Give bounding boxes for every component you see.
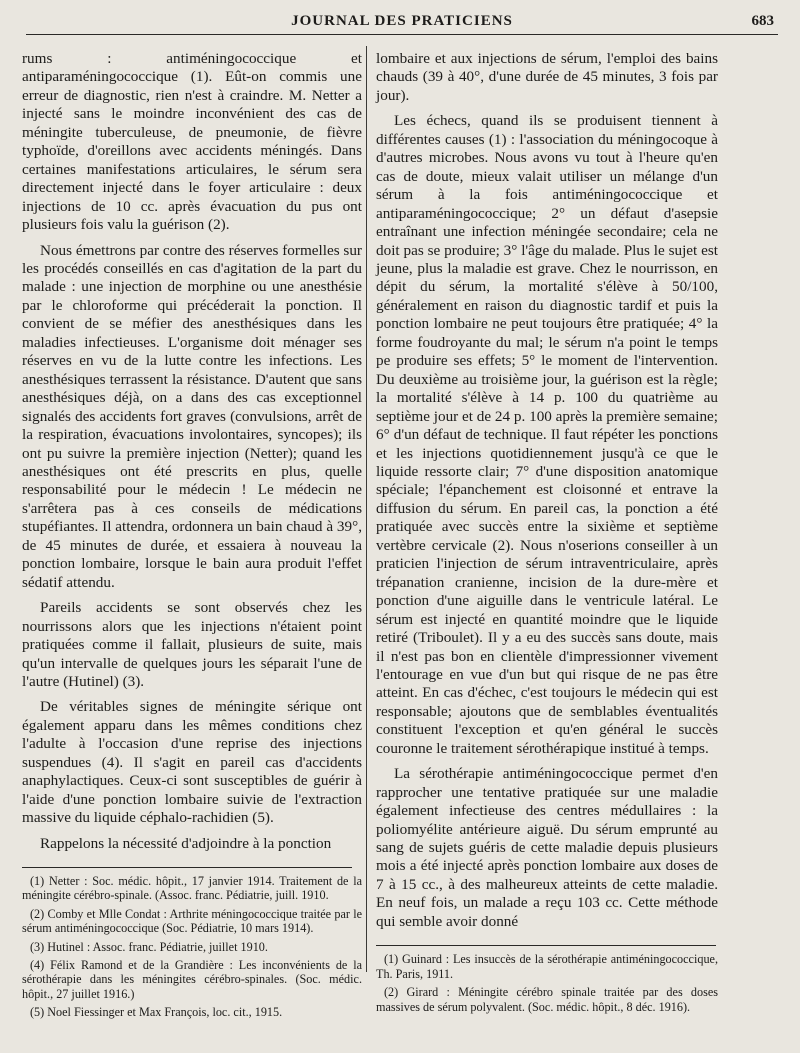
paragraph: De véritables signes de méningite sérique ont également apparu dans les mêmes conditions chez l'adulte à l'occasion d'une reprise des injections suspendues (4). Il s'agit en pareil cas d'accidents anaphylactiques. Ceux-ci sont susceptibles de guérir à l'aide d'une ponction lombaire suivie de l'extraction massive du liquide céphalo-rachidien (5). xyxy=(22,698,362,827)
running-head xyxy=(26,8,778,35)
footnote: (4) Félix Ramond et de la Grandière : Les inconvénients de la sérothérapie dans les méningites cérébro-spinales. (Soc. médic. hôpit., 27 juillet 1916.) xyxy=(22,958,362,1001)
paragraph: Rappelons la nécessité d'adjoindre à la ponction xyxy=(40,834,332,852)
footnotes xyxy=(22,874,362,1020)
page-number: 683 xyxy=(751,13,774,29)
footnote-rule xyxy=(22,867,352,868)
paragraph: Les échecs, quand ils se produisent tiennent à différentes causes (1) : l'association du méningocoque à d'autres microbes. Nous avons vu tout à l'heure qu'en cas de doute, mieux valait utiliser un mélange d'un sérum à la fois antiméningococcique et antiparaméningococcique; 2° un défaut d'asepsie entraînant une infection méningée secondaire; cela ne doit pas se produire; 3° l'âge du malade. Plus le sujet est jeune, plus la maladie est grave. Chez le nourrisson, en dépit du sérum, la mortalité s'élève à 50/100, généralement en raison du diagnostic tardif et puis la ponction lombaire ne peut toujours être pratiquée; 4° la forme foudroyante du mal; le sérum n'a point le temps pe produire ses effets; 5° le moment de l'intervention. Du deuxième au troisième jour, la guérison est la règle; la mortalité s'élève à 14 p. 100 du quatrième au septième jour et de 24 p. 100 après la première semaine; 6° d'un défaut de technique. Il faut répéter les ponctions et les injections quotidiennement jusqu'à ce que le liquide ressorte clair; 7° d'une disposition anatomique spéciale; l'épanchement est cloisonné et entrave la diffusion du sérum. En pareil cas, la ponction a été pratiquée avec succès entre la sixième et septième vertèbre cervicale (2). Nous n'oserions conseiller à un praticien l'injection de sérum intraventriculaire, après trépanation cranienne, incision de la dure-mère et ponction d'une aiguille dans le ventricule latéral. Le sérum est injecté en quantité moindre que le liquide retiré (Triboulet). Il y a eu des succès sans doute, mais il n'est pas bon en clientèle d'impressionner vivement l'entourage en vue d'un but qui risque de ne pas être atteint. En cas d'échec, c'est toujours le médecin qui est responsable; ajoutons que de semblables éventualités constituent l'exception et qu'en général le succès couronne le traitement sérothérapique institué à temps. xyxy=(376,112,719,757)
footnote: (2) Girard : Méningite cérébro spinale traitée par des doses massives de sérum polyvalent. (Soc. médic. hôpit., 8 déc. 1916). xyxy=(376,985,718,1014)
footnote: (5) Noel Fiessinger et Max François, loc. cit., 1915. xyxy=(30,1005,283,1020)
journal-title: JOURNAL DES PRATICIENS xyxy=(291,13,513,29)
footnotes xyxy=(376,952,718,1014)
right-column xyxy=(376,50,718,1018)
paragraph: Pareils accidents se sont observés chez les nourrissons alors que les injections n'étaient point pratiquées comme il fallait, plusieurs de suite, mais qu'un intervalle de quelques jours les séparait l'une de l'autre (Hutinel) (3). xyxy=(22,599,362,690)
footnote-rule xyxy=(376,945,716,946)
footnote: (1) Guinard : Les insuccès de la sérothérapie antiméningococcique, Th. Paris, 1911. xyxy=(376,952,718,981)
footnote: (2) Comby et Mlle Condat : Arthrite méningococcique traitée par le sérum antiméningococcique (Soc. Pédiatrie, 10 mars 1914). xyxy=(22,906,362,936)
paragraph: Nous émettrons par contre des réserves formelles sur les procédés conseillés en cas d'agitation de la part du malade : une injection de morphine ou une anesthésie par le chloroforme qui précéderait la ponction. Il convient de se méfier des anesthésiques dans les maladies infectieuses. L'organisme doit ménager ses réserves en vu de la lutte contre les infections. Les anesthésiques terrassent la résistance. D'autent que sans anesthésiques déjà, on a dans des cas exceptionnel signalés des accidents fort graves (convulsions, arrêt de la respiration, évacuations involontaires, syncopes); ils ont pu suivre la première injection (Netter); quand les anesthésiques ont été prescrits en plus, quelle responsabilité pour le médecin ! Le médecin ne s'arrêtera pas à ces conseils de médications stupéfiantes. Il attendra, ordonnera un bain chaud à 39°, de 45 minutes de durée, et essaiera à nouveau la ponction lombaire, lorsque le bain aura produit l'effet sédatif attendu. xyxy=(22,241,362,591)
footnote: (1) Netter : Soc. médic. hôpit., 17 janvier 1914. Traitement de la méningite cérébro-spinale. (Assoc. franc. Pédiatrie, juill. 1910. xyxy=(22,874,362,903)
column-divider xyxy=(366,46,367,972)
left-column xyxy=(22,50,362,1024)
paragraph: La sérothérapie antiméningococcique permet d'en rapprocher une tentative pratiquée sur une maladie également infectieuse des centres médullaires : la poliomyélite antérieure aiguë. Du sérum emprunté au sang de sujets guéris de cette maladie depuis plusieurs mois a été injecté après ponction lombaire aux doses de 7 à 15 cc., à des malheureux atteints de cette maladie. En neuf fois, un malade a reçu 103 cc. Cette méthode qui semble avoir donné xyxy=(376,765,718,930)
paragraph: rums : antiméningococcique et antiparaméningococcique (1). Eût-on commis une erreur de diagnostic, rien n'est à craindre. M. Netter a injecté sans le moindre inconvénient des cas de méningite tuberculeuse, de pneumonie, de fièvre typhoïde, d'oreillons avec accidents méningés. Dans certaines manifestations articulaires, le sérum sera directement injecté dans le foyer articulaire : deux injections de 10 cc. après évacuation du pus ont plusieurs fois valu la guérison (2). xyxy=(22,50,362,234)
footnote: (3) Hutinel : Assoc. franc. Pédiatrie, juillet 1910. xyxy=(30,939,268,954)
paragraph: lombaire et aux injections de sérum, l'emploi des bains chauds (39 à 40°, d'une durée de 45 minutes, 3 fois par jour). xyxy=(376,50,718,104)
